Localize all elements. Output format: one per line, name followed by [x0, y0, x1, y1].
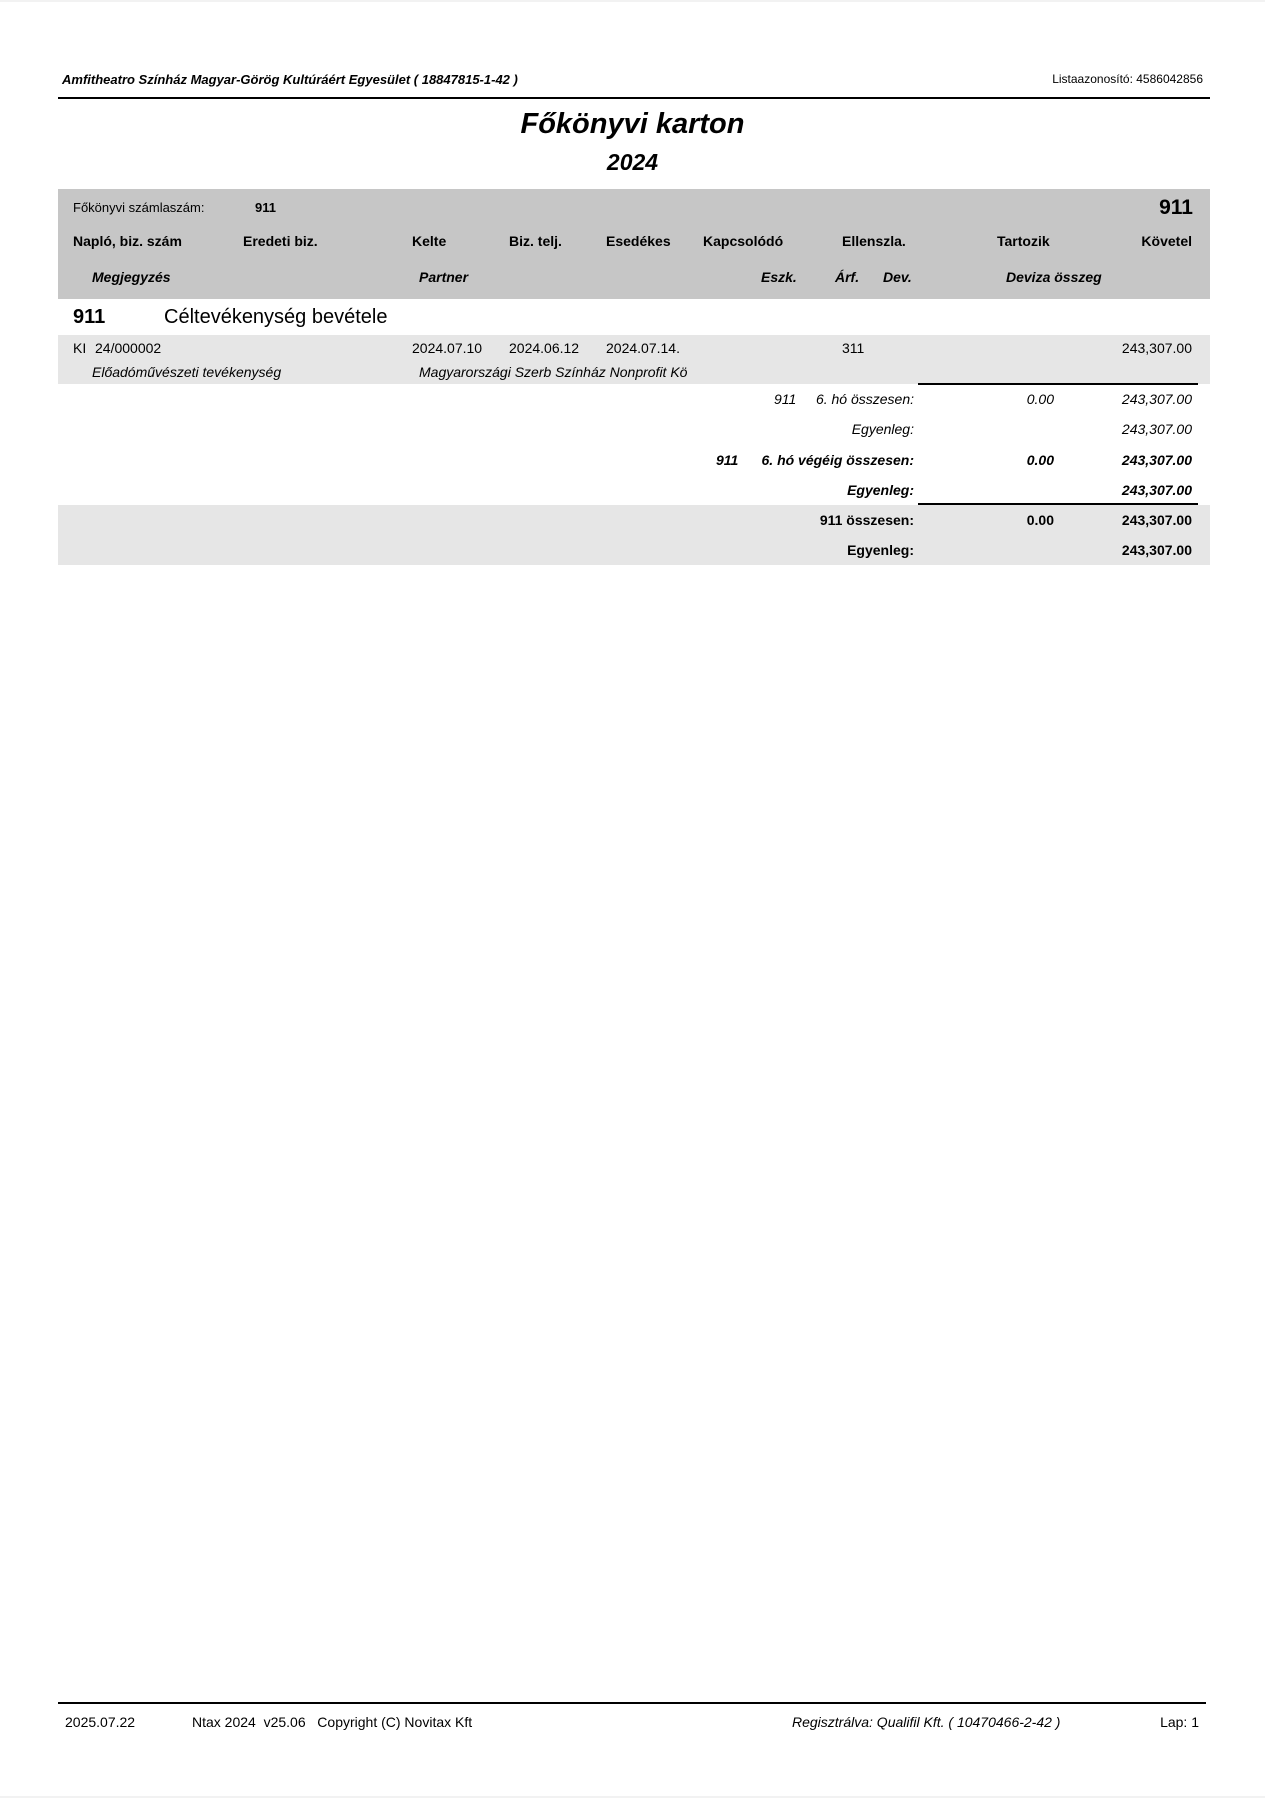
total-sum-kovetel: 243,307.00: [1121, 512, 1192, 528]
header-divider: [58, 97, 1210, 99]
col-eszk: Eszk.: [761, 269, 797, 285]
cumulative-sum-tartozik: 0.00: [1026, 452, 1054, 468]
col-kelte: Kelte: [412, 233, 447, 249]
col-deviza: Deviza összeg: [1006, 269, 1102, 285]
month-sum-kovetel: 243,307.00: [1121, 391, 1192, 407]
entry-doc-type: KI: [73, 340, 87, 356]
month-sum-account: 911: [774, 391, 797, 407]
col-esedekes: Esedékes: [606, 233, 671, 249]
account-section-name: Céltevékenység bevétele: [164, 306, 388, 328]
total-balance-label: Egyenleg:: [847, 542, 914, 558]
col-tartozik: Tartozik: [997, 233, 1050, 249]
col-kapcsolodo: Kapcsolódó: [703, 233, 784, 249]
col-naplo: Napló, biz. szám: [73, 233, 182, 249]
total-balance-value: 243,307.00: [1121, 542, 1192, 558]
account-number-label: Főkönyvi számlaszám:: [73, 200, 205, 215]
month-sum-label: 6. hó összesen:: [815, 391, 914, 407]
col-arf: Árf.: [835, 269, 860, 285]
entry-teljesites: 2024.06.12: [509, 340, 580, 356]
list-id: Listaazonosító: 4586042856: [1052, 72, 1203, 86]
page-title: Főkönyvi karton: [520, 108, 745, 140]
footer-registered: Regisztrálva: Qualifil Kft. ( 10470466-2-42 ): [792, 1714, 1061, 1730]
cumulative-balance-value: 243,307.00: [1121, 482, 1192, 498]
account-number-value: 911: [255, 200, 276, 215]
month-balance-label: Egyenleg:: [851, 421, 914, 437]
col-dev: Dev.: [883, 269, 912, 285]
col-eredeti: Eredeti biz.: [243, 233, 318, 249]
cumulative-sum-kovetel: 243,307.00: [1121, 452, 1192, 468]
account-number-big: 911: [1159, 196, 1193, 219]
total-sum-label: 911 összesen:: [819, 512, 914, 528]
page-year: 2024: [606, 149, 659, 175]
month-sum-rule: [918, 383, 1198, 385]
total-sum-tartozik: 0.00: [1026, 512, 1054, 528]
col-partner: Partner: [419, 269, 469, 285]
cumulative-sum-account: 911: [716, 452, 739, 468]
company-name: Amfitheatro Színház Magyar-Görög Kultúráért Egyesület ( 18847815-1-42 ): [62, 72, 518, 87]
footer-divider: [58, 1702, 1206, 1704]
footer-software: Ntax 2024 v25.06 Copyright (C) Novitax Kft: [192, 1714, 473, 1730]
col-teljesites: Biz. telj.: [509, 233, 562, 249]
col-ellenszla: Ellenszla.: [842, 233, 906, 249]
entry-ellenszla: 311: [842, 340, 865, 356]
col-kovetel: Követel: [1141, 233, 1192, 249]
account-section-number: 911: [73, 306, 106, 328]
entry-partner: Magyarországi Szerb Színház Nonprofit Kö: [419, 364, 688, 380]
footer-date: 2025.07.22: [65, 1714, 136, 1730]
cumulative-sum-label: 6. hó végéig összesen:: [761, 452, 914, 468]
entry-note: Előadóművészeti tevékenység: [92, 364, 282, 380]
report-page: [0, 2, 1265, 1796]
entry-kelte: 2024.07.10: [412, 340, 483, 356]
cumulative-balance-label: Egyenleg:: [847, 482, 914, 498]
entry-esedekes: 2024.07.14.: [606, 340, 680, 356]
footer-page-number: Lap: 1: [1160, 1714, 1199, 1730]
entry-doc-number: 24/000002: [95, 340, 162, 356]
entry-kovetel: 243,307.00: [1121, 340, 1192, 356]
month-balance-value: 243,307.00: [1121, 421, 1192, 437]
col-megjegyzes: Megjegyzés: [92, 269, 171, 285]
month-sum-tartozik: 0.00: [1026, 391, 1054, 407]
